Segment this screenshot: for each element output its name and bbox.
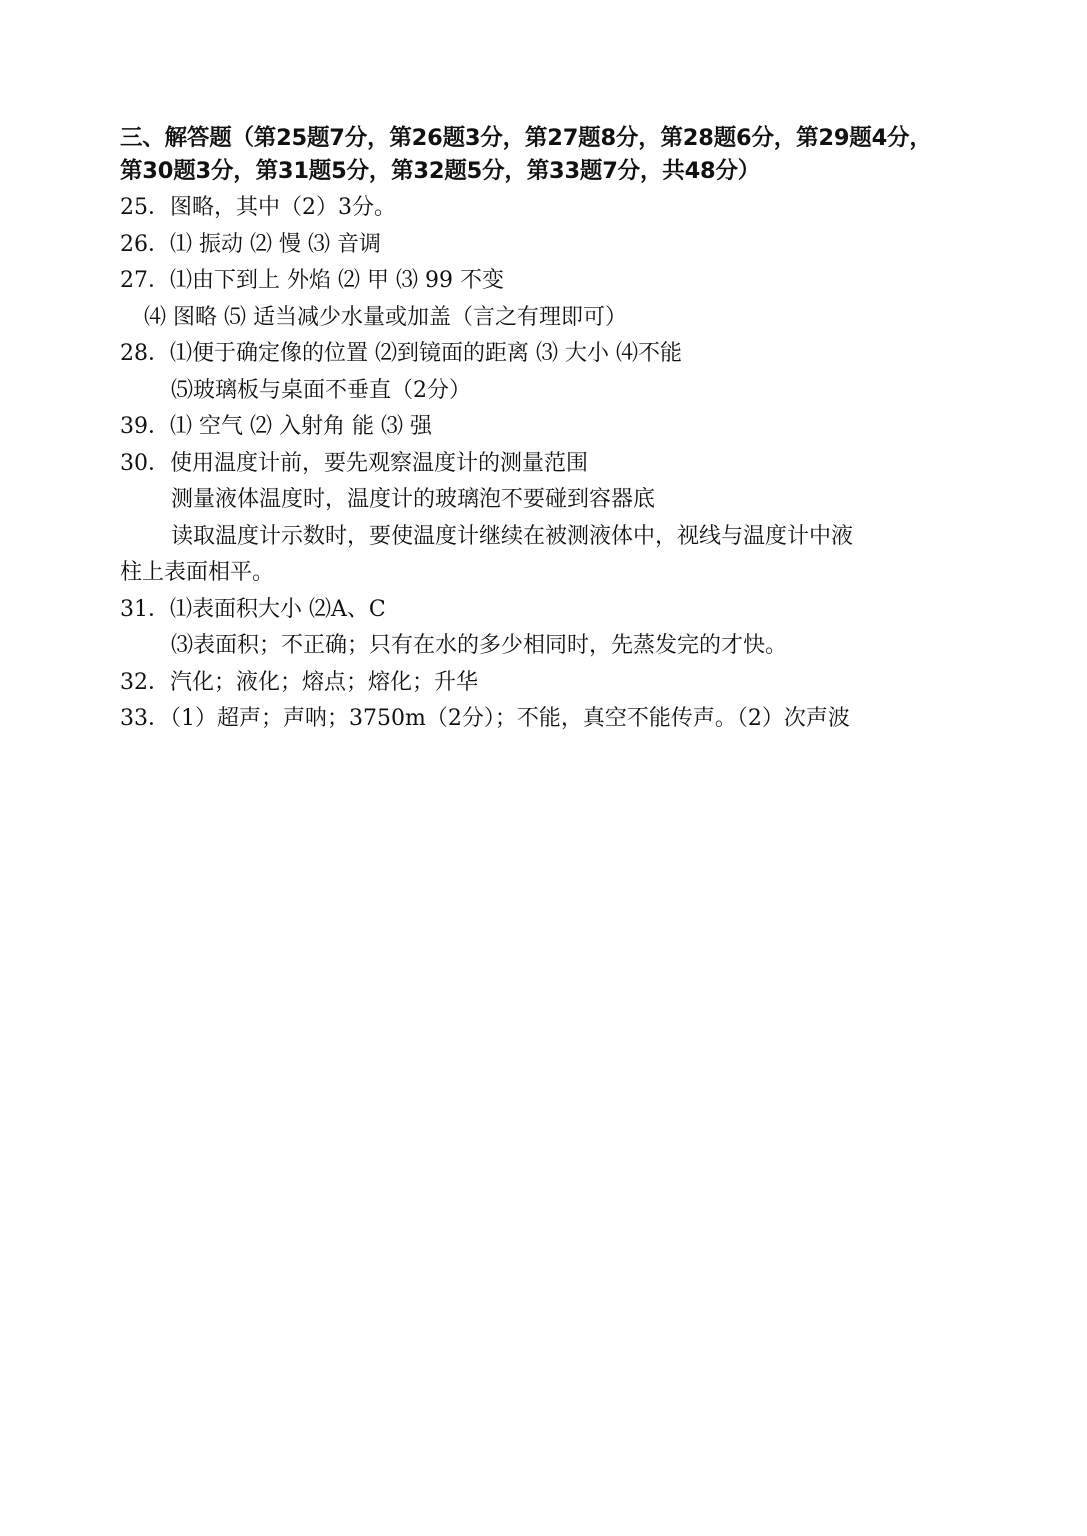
answer-29: 39．⑴ 空气 ⑵ 入射角 能 ⑶ 强 bbox=[120, 414, 432, 439]
answer-27-continued: ⑷ 图略 ⑸ 适当减少水量或加盖（言之有理即可） bbox=[144, 304, 627, 330]
answer-30-line-4: 柱上表面相平。 bbox=[120, 560, 275, 585]
answer-32: 32．汽化；液化；熔点；熔化；升华 bbox=[120, 669, 478, 695]
answer-28-continued: ⑸玻璃板与桌面不垂直（2分） bbox=[171, 377, 471, 403]
answer-31: 31．⑴表面积大小 ⑵A、C bbox=[120, 596, 386, 622]
answer-26: 26．⑴ 振动 ⑵ 慢 ⑶ 音调 bbox=[120, 231, 381, 257]
answer-25: 25．图略，其中（2）3分。 bbox=[120, 195, 396, 220]
section-heading bbox=[120, 122, 960, 188]
answer-27: 27．⑴由下到上 外焰 ⑵ 甲 ⑶ 99 不变 bbox=[120, 268, 504, 293]
section-heading-line-2: 第30题3分，第31题5分，第32题5分，第33题7分，共48分） bbox=[120, 158, 761, 184]
section-heading-line-1: 三、解答题（第25题7分，第26题3分，第27题8分，第28题6分，第29题4分， bbox=[120, 125, 932, 151]
answer-30: 30．使用温度计前，要先观察温度计的测量范围 bbox=[120, 450, 588, 476]
answer-31-continued: ⑶表面积；不正确；只有在水的多少相同时，先蒸发完的才快。 bbox=[171, 633, 788, 658]
answer-30-line-2: 测量液体温度时，温度计的玻璃泡不要碰到容器底 bbox=[171, 487, 656, 512]
answer-content bbox=[120, 122, 960, 738]
answer-30-line-3: 读取温度计示数时，要使温度计继续在被测液体中，视线与温度计中液 bbox=[171, 523, 854, 549]
answer-33: 33．（1）超声；声呐；3750m（2分）；不能，真空不能传声。（2）次声波 bbox=[120, 706, 850, 731]
answer-28: 28．⑴便于确定像的位置 ⑵到镜面的距离 ⑶ 大小 ⑷不能 bbox=[120, 341, 682, 366]
